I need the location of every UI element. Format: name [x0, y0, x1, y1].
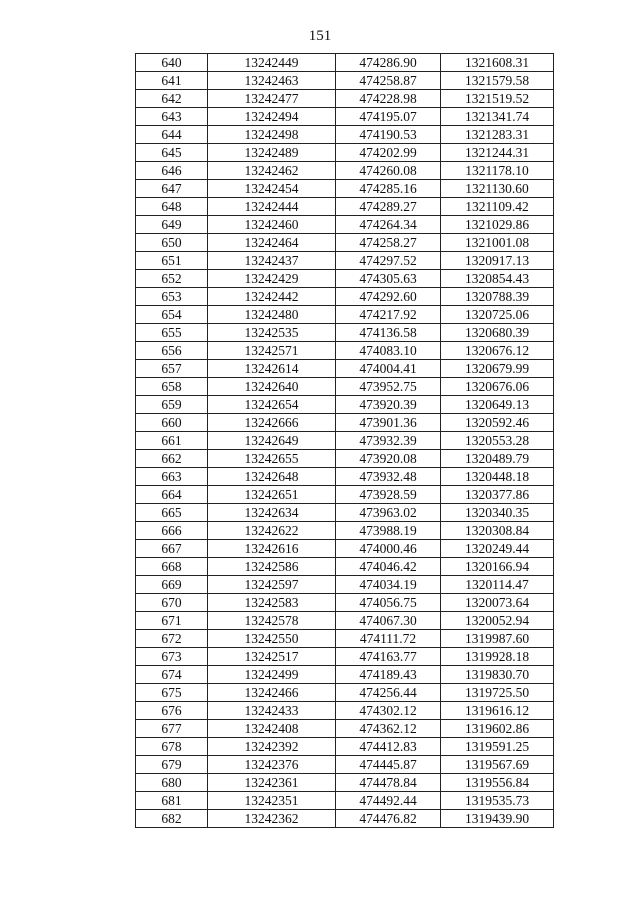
table-row [136, 756, 554, 774]
x-coordinate-cell: 474000.46 [336, 540, 441, 558]
y-coordinate-cell: 1321519.52 [441, 90, 554, 108]
table-row [136, 720, 554, 738]
point-number-cell: 663 [136, 468, 208, 486]
point-number-cell: 661 [136, 432, 208, 450]
y-coordinate-cell: 1319830.70 [441, 666, 554, 684]
x-coordinate-cell: 473901.36 [336, 414, 441, 432]
table-row [136, 432, 554, 450]
code-cell: 13242494 [208, 108, 336, 126]
code-cell: 13242477 [208, 90, 336, 108]
y-coordinate-cell: 1320489.79 [441, 450, 554, 468]
point-number-cell: 641 [136, 72, 208, 90]
code-cell: 13242462 [208, 162, 336, 180]
point-number-cell: 658 [136, 378, 208, 396]
code-cell: 13242408 [208, 720, 336, 738]
table-row [136, 558, 554, 576]
table-row [136, 810, 554, 828]
point-number-cell: 669 [136, 576, 208, 594]
code-cell: 13242464 [208, 234, 336, 252]
point-number-cell: 665 [136, 504, 208, 522]
code-cell: 13242392 [208, 738, 336, 756]
point-number-cell: 652 [136, 270, 208, 288]
point-number-cell: 668 [136, 558, 208, 576]
y-coordinate-cell: 1320114.47 [441, 576, 554, 594]
point-number-cell: 672 [136, 630, 208, 648]
x-coordinate-cell: 474004.41 [336, 360, 441, 378]
y-coordinate-cell: 1321178.10 [441, 162, 554, 180]
x-coordinate-cell: 474492.44 [336, 792, 441, 810]
x-coordinate-cell: 474189.43 [336, 666, 441, 684]
code-cell: 13242362 [208, 810, 336, 828]
x-coordinate-cell: 474362.12 [336, 720, 441, 738]
x-coordinate-cell: 473928.59 [336, 486, 441, 504]
table-row [136, 162, 554, 180]
x-coordinate-cell: 473952.75 [336, 378, 441, 396]
code-cell: 13242498 [208, 126, 336, 144]
x-coordinate-cell: 474445.87 [336, 756, 441, 774]
point-number-cell: 664 [136, 486, 208, 504]
y-coordinate-cell: 1320249.44 [441, 540, 554, 558]
x-coordinate-cell: 474067.30 [336, 612, 441, 630]
table-row [136, 216, 554, 234]
code-cell: 13242634 [208, 504, 336, 522]
x-coordinate-cell: 474195.07 [336, 108, 441, 126]
x-coordinate-cell: 474256.44 [336, 684, 441, 702]
code-cell: 13242550 [208, 630, 336, 648]
y-coordinate-cell: 1320854.43 [441, 270, 554, 288]
x-coordinate-cell: 474412.83 [336, 738, 441, 756]
x-coordinate-cell: 474228.98 [336, 90, 441, 108]
code-cell: 13242351 [208, 792, 336, 810]
table-row [136, 90, 554, 108]
table-row [136, 576, 554, 594]
table-row [136, 126, 554, 144]
code-cell: 13242454 [208, 180, 336, 198]
y-coordinate-cell: 1320917.13 [441, 252, 554, 270]
point-number-cell: 680 [136, 774, 208, 792]
point-number-cell: 640 [136, 54, 208, 72]
code-cell: 13242666 [208, 414, 336, 432]
coordinates-table [135, 53, 554, 828]
y-coordinate-cell: 1321608.31 [441, 54, 554, 72]
table-row [136, 378, 554, 396]
point-number-cell: 682 [136, 810, 208, 828]
table-row [136, 522, 554, 540]
y-coordinate-cell: 1321109.42 [441, 198, 554, 216]
y-coordinate-cell: 1321130.60 [441, 180, 554, 198]
page-number: 151 [308, 28, 332, 44]
table-row [136, 144, 554, 162]
x-coordinate-cell: 474046.42 [336, 558, 441, 576]
y-coordinate-cell: 1320448.18 [441, 468, 554, 486]
table-row [136, 702, 554, 720]
y-coordinate-cell: 1319567.69 [441, 756, 554, 774]
code-cell: 13242649 [208, 432, 336, 450]
code-cell: 13242499 [208, 666, 336, 684]
code-cell: 13242622 [208, 522, 336, 540]
y-coordinate-cell: 1320676.06 [441, 378, 554, 396]
code-cell: 13242442 [208, 288, 336, 306]
x-coordinate-cell: 474302.12 [336, 702, 441, 720]
point-number-cell: 650 [136, 234, 208, 252]
table-row [136, 684, 554, 702]
point-number-cell: 673 [136, 648, 208, 666]
table-row [136, 630, 554, 648]
y-coordinate-cell: 1320308.84 [441, 522, 554, 540]
point-number-cell: 681 [136, 792, 208, 810]
table-row [136, 324, 554, 342]
table-row [136, 738, 554, 756]
point-number-cell: 677 [136, 720, 208, 738]
point-number-cell: 643 [136, 108, 208, 126]
code-cell: 13242361 [208, 774, 336, 792]
y-coordinate-cell: 1321341.74 [441, 108, 554, 126]
y-coordinate-cell: 1319439.90 [441, 810, 554, 828]
code-cell: 13242489 [208, 144, 336, 162]
point-number-cell: 662 [136, 450, 208, 468]
x-coordinate-cell: 474264.34 [336, 216, 441, 234]
code-cell: 13242654 [208, 396, 336, 414]
code-cell: 13242651 [208, 486, 336, 504]
code-cell: 13242616 [208, 540, 336, 558]
code-cell: 13242517 [208, 648, 336, 666]
x-coordinate-cell: 474285.16 [336, 180, 441, 198]
y-coordinate-cell: 1319987.60 [441, 630, 554, 648]
point-number-cell: 671 [136, 612, 208, 630]
y-coordinate-cell: 1320553.28 [441, 432, 554, 450]
y-coordinate-cell: 1320052.94 [441, 612, 554, 630]
table-row [136, 774, 554, 792]
code-cell: 13242480 [208, 306, 336, 324]
x-coordinate-cell: 474190.53 [336, 126, 441, 144]
table-row [136, 612, 554, 630]
table-row [136, 504, 554, 522]
y-coordinate-cell: 1320073.64 [441, 594, 554, 612]
table-row [136, 594, 554, 612]
x-coordinate-cell: 473932.48 [336, 468, 441, 486]
point-number-cell: 679 [136, 756, 208, 774]
point-number-cell: 667 [136, 540, 208, 558]
x-coordinate-cell: 474034.19 [336, 576, 441, 594]
table-row [136, 306, 554, 324]
table-row [136, 540, 554, 558]
x-coordinate-cell: 474258.87 [336, 72, 441, 90]
code-cell: 13242444 [208, 198, 336, 216]
code-cell: 13242535 [208, 324, 336, 342]
code-cell: 13242449 [208, 54, 336, 72]
x-coordinate-cell: 474217.92 [336, 306, 441, 324]
y-coordinate-cell: 1320679.99 [441, 360, 554, 378]
table-row [136, 414, 554, 432]
x-coordinate-cell: 474476.82 [336, 810, 441, 828]
table-row [136, 72, 554, 90]
x-coordinate-cell: 474289.27 [336, 198, 441, 216]
point-number-cell: 654 [136, 306, 208, 324]
code-cell: 13242429 [208, 270, 336, 288]
x-coordinate-cell: 473920.08 [336, 450, 441, 468]
x-coordinate-cell: 474478.84 [336, 774, 441, 792]
x-coordinate-cell: 474056.75 [336, 594, 441, 612]
point-number-cell: 646 [136, 162, 208, 180]
point-number-cell: 659 [136, 396, 208, 414]
y-coordinate-cell: 1320788.39 [441, 288, 554, 306]
point-number-cell: 674 [136, 666, 208, 684]
point-number-cell: 642 [136, 90, 208, 108]
x-coordinate-cell: 473988.19 [336, 522, 441, 540]
y-coordinate-cell: 1319725.50 [441, 684, 554, 702]
point-number-cell: 655 [136, 324, 208, 342]
y-coordinate-cell: 1320680.39 [441, 324, 554, 342]
x-coordinate-cell: 474305.63 [336, 270, 441, 288]
table-row [136, 342, 554, 360]
code-cell: 13242463 [208, 72, 336, 90]
x-coordinate-cell: 474297.52 [336, 252, 441, 270]
table-row [136, 54, 554, 72]
y-coordinate-cell: 1319535.73 [441, 792, 554, 810]
point-number-cell: 647 [136, 180, 208, 198]
x-coordinate-cell: 474292.60 [336, 288, 441, 306]
y-coordinate-cell: 1319591.25 [441, 738, 554, 756]
y-coordinate-cell: 1321029.86 [441, 216, 554, 234]
point-number-cell: 648 [136, 198, 208, 216]
table-row [136, 666, 554, 684]
x-coordinate-cell: 473932.39 [336, 432, 441, 450]
x-coordinate-cell: 474111.72 [336, 630, 441, 648]
point-number-cell: 676 [136, 702, 208, 720]
y-coordinate-cell: 1320676.12 [441, 342, 554, 360]
point-number-cell: 666 [136, 522, 208, 540]
y-coordinate-cell: 1320725.06 [441, 306, 554, 324]
x-coordinate-cell: 473920.39 [336, 396, 441, 414]
y-coordinate-cell: 1321579.58 [441, 72, 554, 90]
point-number-cell: 651 [136, 252, 208, 270]
code-cell: 13242640 [208, 378, 336, 396]
x-coordinate-cell: 474136.58 [336, 324, 441, 342]
table-row [136, 648, 554, 666]
y-coordinate-cell: 1320340.35 [441, 504, 554, 522]
x-coordinate-cell: 474202.99 [336, 144, 441, 162]
table-row [136, 792, 554, 810]
point-number-cell: 645 [136, 144, 208, 162]
code-cell: 13242437 [208, 252, 336, 270]
code-cell: 13242586 [208, 558, 336, 576]
point-number-cell: 656 [136, 342, 208, 360]
y-coordinate-cell: 1320592.46 [441, 414, 554, 432]
table-row [136, 288, 554, 306]
point-number-cell: 660 [136, 414, 208, 432]
y-coordinate-cell: 1319556.84 [441, 774, 554, 792]
table-row [136, 270, 554, 288]
code-cell: 13242376 [208, 756, 336, 774]
point-number-cell: 653 [136, 288, 208, 306]
x-coordinate-cell: 473963.02 [336, 504, 441, 522]
table-row [136, 486, 554, 504]
x-coordinate-cell: 474260.08 [336, 162, 441, 180]
code-cell: 13242466 [208, 684, 336, 702]
y-coordinate-cell: 1321283.31 [441, 126, 554, 144]
code-cell: 13242583 [208, 594, 336, 612]
code-cell: 13242655 [208, 450, 336, 468]
y-coordinate-cell: 1321244.31 [441, 144, 554, 162]
table-row [136, 252, 554, 270]
table-row [136, 180, 554, 198]
y-coordinate-cell: 1319616.12 [441, 702, 554, 720]
code-cell: 13242571 [208, 342, 336, 360]
x-coordinate-cell: 474258.27 [336, 234, 441, 252]
table-body [136, 54, 554, 828]
point-number-cell: 657 [136, 360, 208, 378]
y-coordinate-cell: 1320166.94 [441, 558, 554, 576]
y-coordinate-cell: 1319602.86 [441, 720, 554, 738]
code-cell: 13242433 [208, 702, 336, 720]
table-row [136, 396, 554, 414]
point-number-cell: 675 [136, 684, 208, 702]
table-row [136, 468, 554, 486]
y-coordinate-cell: 1320649.13 [441, 396, 554, 414]
y-coordinate-cell: 1320377.86 [441, 486, 554, 504]
x-coordinate-cell: 474083.10 [336, 342, 441, 360]
x-coordinate-cell: 474286.90 [336, 54, 441, 72]
y-coordinate-cell: 1319928.18 [441, 648, 554, 666]
code-cell: 13242460 [208, 216, 336, 234]
code-cell: 13242597 [208, 576, 336, 594]
point-number-cell: 644 [136, 126, 208, 144]
table-row [136, 198, 554, 216]
table-row [136, 360, 554, 378]
table-row [136, 450, 554, 468]
point-number-cell: 649 [136, 216, 208, 234]
table-row [136, 234, 554, 252]
point-number-cell: 678 [136, 738, 208, 756]
x-coordinate-cell: 474163.77 [336, 648, 441, 666]
point-number-cell: 670 [136, 594, 208, 612]
code-cell: 13242578 [208, 612, 336, 630]
y-coordinate-cell: 1321001.08 [441, 234, 554, 252]
code-cell: 13242614 [208, 360, 336, 378]
table-row [136, 108, 554, 126]
code-cell: 13242648 [208, 468, 336, 486]
